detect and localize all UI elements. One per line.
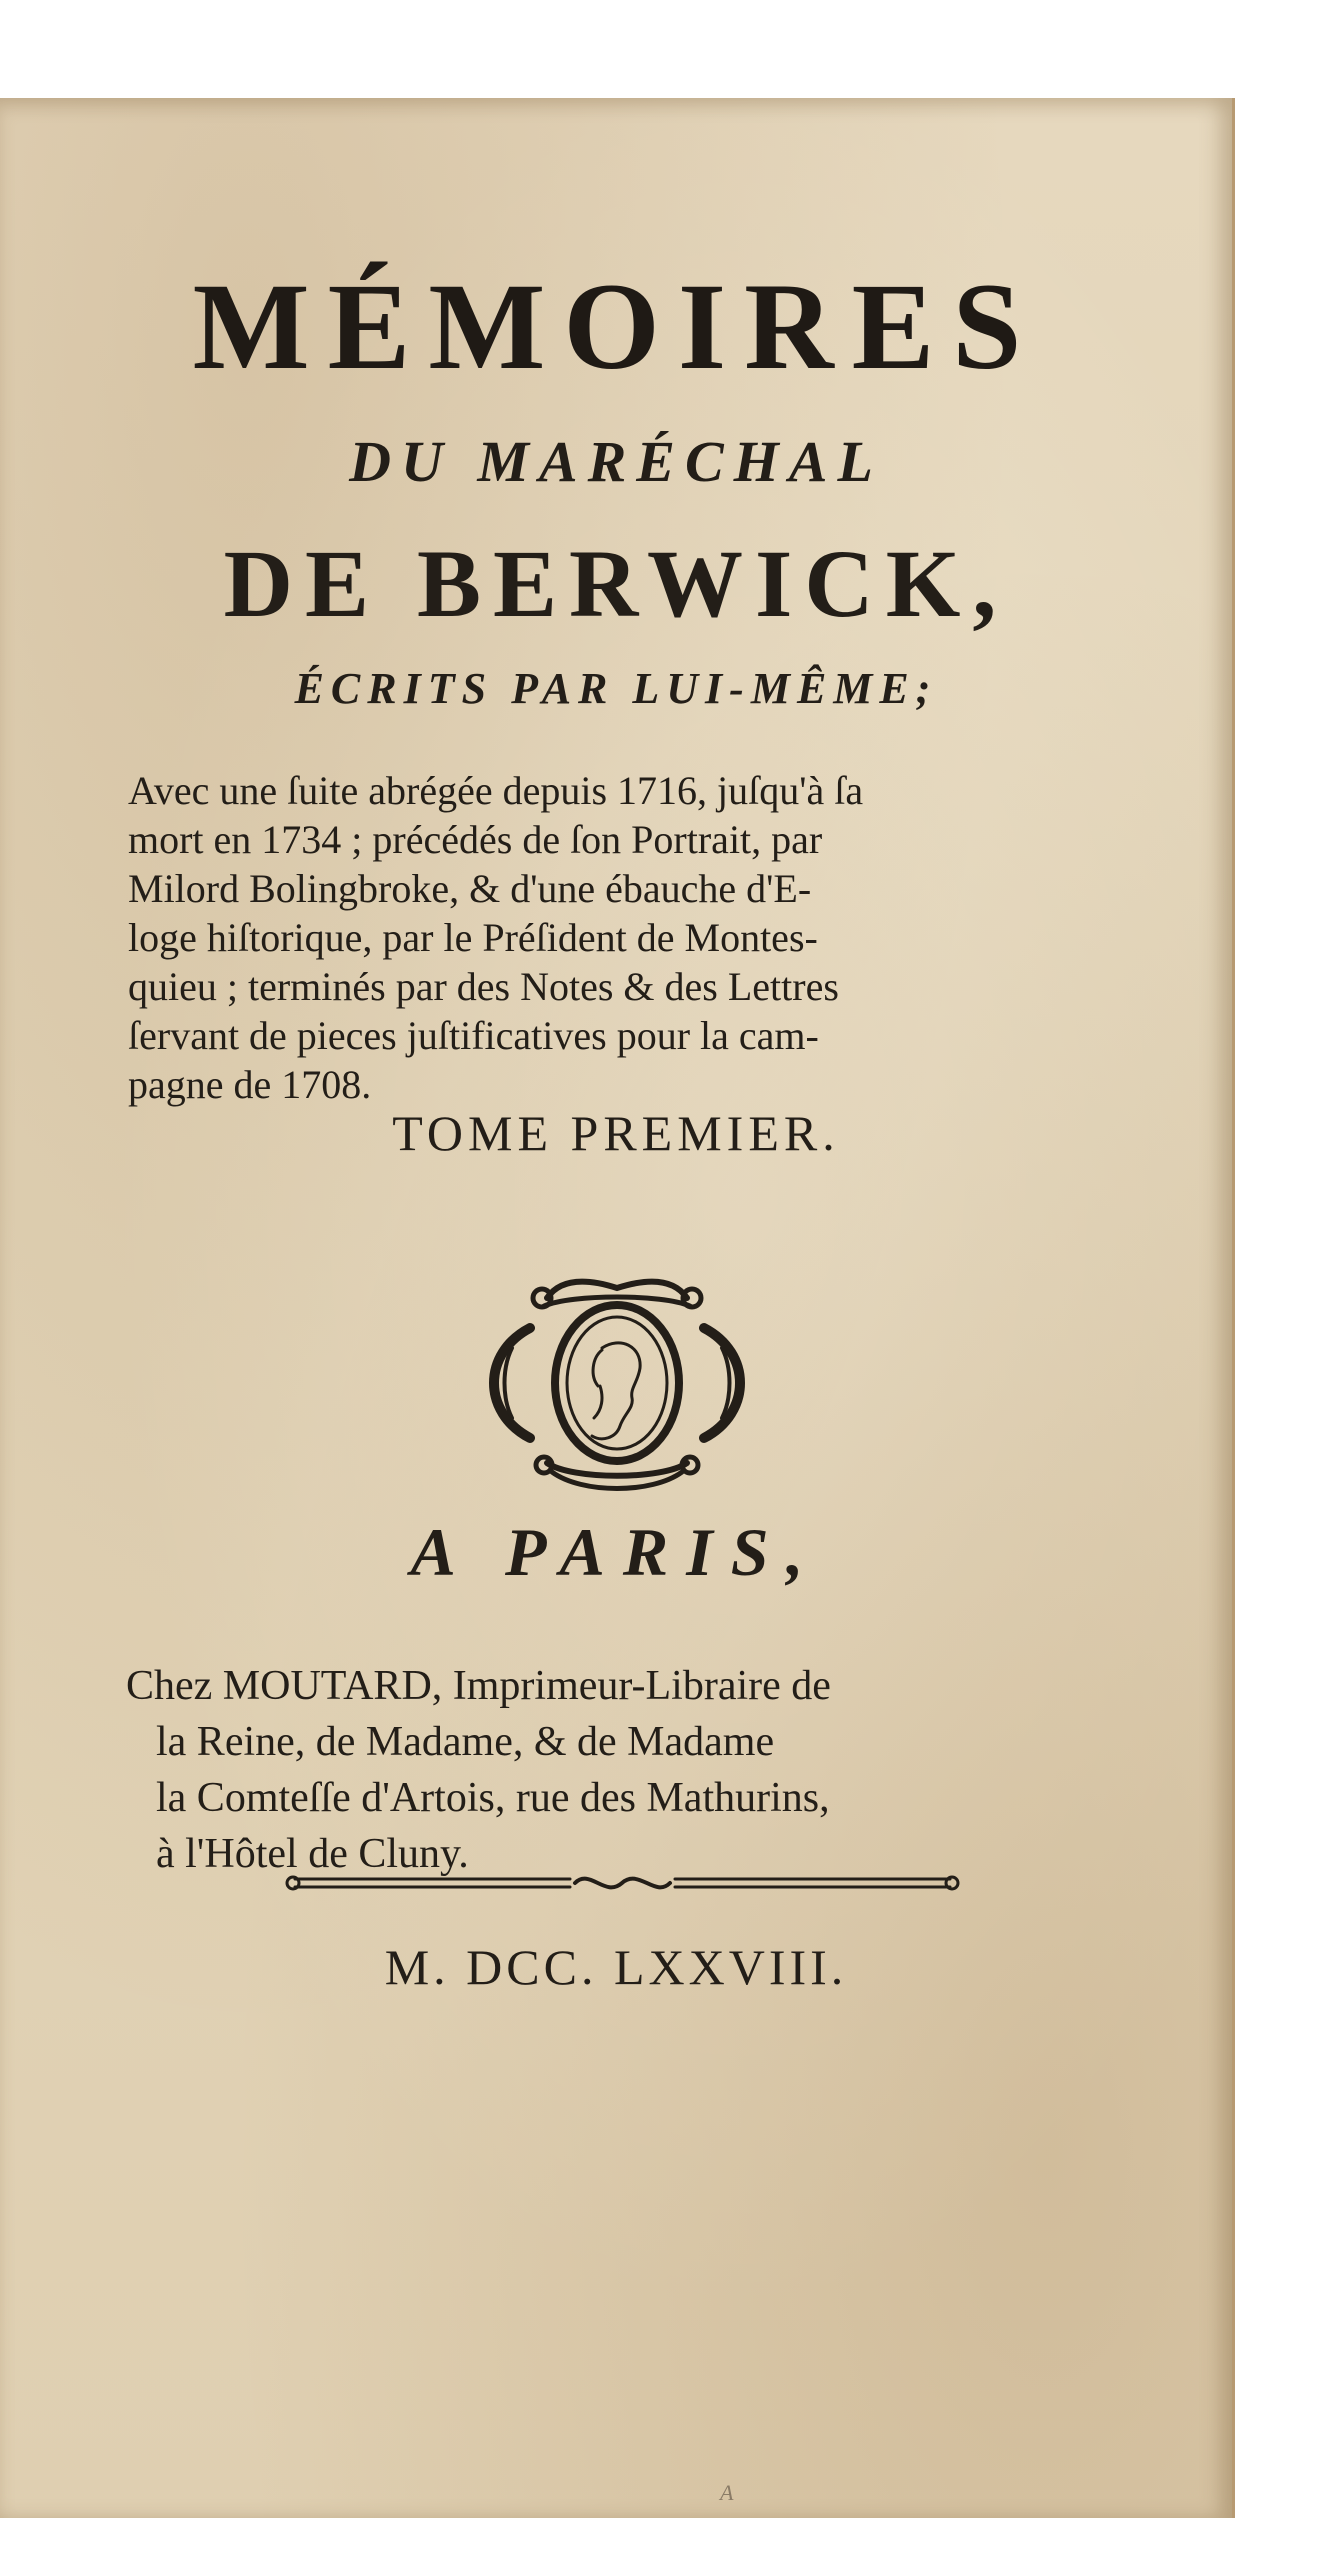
- imprint-block: [126, 1658, 1071, 1882]
- description-line: Milord Bolingbroke, & d'une ébauche d'E-: [128, 866, 812, 911]
- description-line: loge hiſtorique, par le Préſident de Montes-: [128, 915, 818, 960]
- ornamental-rule: [285, 1870, 960, 1896]
- volume-label: TOME PREMIER.: [392, 1105, 840, 1161]
- description-line: pagne de 1708.: [128, 1062, 372, 1107]
- main-title: MÉMOIRES: [192, 258, 1040, 395]
- signature-mark: A: [720, 2480, 734, 2505]
- portrait-medallion-vignette: [452, 1258, 782, 1503]
- subtitle-rank: DU MARÉCHAL: [349, 429, 883, 494]
- description-line: Avec une ſuite abrégée depuis 1716, juſqu'à ſa: [128, 768, 864, 813]
- title-page: [0, 98, 1235, 2518]
- place-of-publication: A PARIS,: [410, 1514, 822, 1590]
- imprint-line: Chez MOUTARD, Imprimeur-Libraire de: [126, 1663, 831, 1709]
- imprint-line: la Comteſſe d'Artois, rue des Mathurins,: [156, 1775, 830, 1821]
- subtitle-name: DE BERWICK,: [223, 530, 1009, 637]
- publication-date: M. DCC. LXXVIII.: [384, 1939, 848, 1995]
- imprint-line: à l'Hôtel de Cluny.: [156, 1831, 469, 1877]
- description-line: quieu ; terminés par des Notes & des Lettres: [128, 964, 839, 1009]
- description-line: mort en 1734 ; précédés de ſon Portrait, par: [128, 817, 823, 862]
- subtitle-author-note: ÉCRITS PAR LUI-MÊME;: [294, 664, 938, 713]
- description-paragraph: [128, 766, 1058, 1109]
- imprint-line: la Reine, de Madame, & de Madame: [156, 1719, 775, 1765]
- description-line: ſervant de pieces juſtificatives pour la cam-: [128, 1013, 819, 1058]
